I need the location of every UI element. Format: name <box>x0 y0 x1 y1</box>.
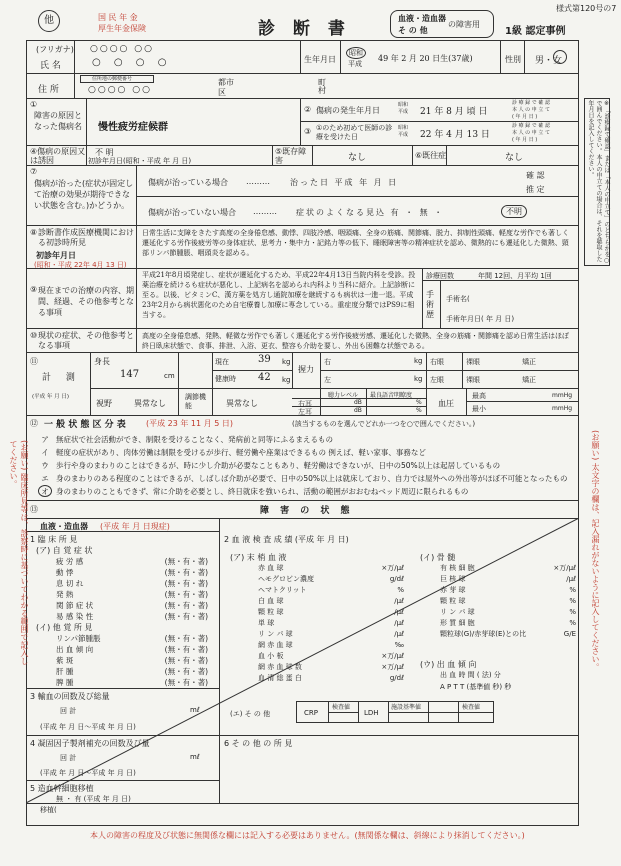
sec2-era: 昭和 平成 <box>398 102 409 115</box>
self-label: (ア) 自 覚 症 状 <box>36 546 93 555</box>
sec8-date-label: 初診年月日 <box>36 251 76 260</box>
blood-test-row-name: 顆 粒 球 <box>258 608 284 616</box>
corrected-l: 矯正 <box>522 376 536 384</box>
right-red-note: (お願い) 太文字の欄は、記入漏れがないように記入してください。 <box>591 430 600 671</box>
self-symptom-choice: (無・有・著) <box>164 601 208 610</box>
blood-test-row-unit: ×万/μℓ <box>381 663 404 671</box>
sec2-value: 21 年 8 月 頃 日 <box>420 107 488 117</box>
blood-test-row-name: 単 球 <box>258 619 275 627</box>
weight-now-value: 39 <box>258 354 271 365</box>
grip-right-unit: kg <box>414 357 423 365</box>
name-label: 氏 名 <box>40 61 61 71</box>
sec1-value: 慢性疲労症候群 <box>98 122 168 133</box>
grip-left-unit: kg <box>414 375 423 383</box>
sec2-note-c: ( 年 月 日 ) <box>512 114 538 120</box>
weight-now-unit: kg <box>282 358 291 366</box>
sec7-dots-a: ……… <box>246 177 270 186</box>
sec2-label: 傷病の発生年月日 <box>316 106 380 115</box>
sec5-value: なし <box>348 153 367 163</box>
blood-c-label: (ウ) 出 血 傾 向 <box>420 660 477 669</box>
other-tests-label: (エ) そ の 他 <box>230 710 271 718</box>
blood-test-row-name: 赤 血 球 <box>258 564 284 572</box>
sec8-label: 診断書作成医療機関における初診時所見 <box>38 228 134 247</box>
self-symptom-choice: (無・有・著) <box>164 612 208 621</box>
sec13-sub-date: (平成 年 月 日現症) <box>100 522 170 531</box>
sec3-note-c: ( 年 月 日 ) <box>512 137 538 143</box>
sec10-label: 現状の症状、その他参考となる事項 <box>38 331 134 350</box>
status-option <box>38 472 573 485</box>
aptt: A P T T (基準値 秒) 秒 <box>440 683 512 691</box>
self-symptom-name: 息 切 れ <box>56 579 84 588</box>
blood-test-row-name: 血 清 総 蛋 白 <box>258 674 302 682</box>
address-unit3: 町村 <box>318 78 326 95</box>
height-label: 身長 <box>94 357 110 366</box>
transplant-label: 5 造血幹細胞移植 <box>30 784 94 793</box>
self-symptom-name: 動 悸 <box>56 568 74 577</box>
marrow-test-row-name: 顆粒球(G)/赤芽球(E)との比 <box>440 630 527 638</box>
form-number: 様式第120号の7 <box>556 4 617 13</box>
sec7-case-a-value: 治った日 平成 年 月 日 <box>290 178 399 187</box>
marrow-test-row-unit: ×万/μℓ <box>553 564 576 572</box>
other-findings-label: 6 そ の 他 の 所 見 <box>224 739 293 748</box>
blood-label: 2 血 液 検 査 成 績 (平成 年 月 日) <box>224 535 349 544</box>
corrected-r: 矯正 <box>522 358 536 366</box>
sec2-note-a: 診 療 録 で 確 認 <box>512 100 550 106</box>
marrow-test-row-name: 形 質 細 胞 <box>440 619 475 627</box>
birth-value: 49 年 2 月 20 日生(37歳) <box>378 54 473 63</box>
vision-value: 異常なし <box>134 399 166 408</box>
fund-line2: 厚生年金保険 <box>98 24 146 33</box>
page-title: 診 断 書 <box>258 19 351 39</box>
hearing-level-label: 聴力レベル <box>328 392 359 399</box>
bp-max-unit: mmHg <box>552 392 573 399</box>
blood-test-row-name: 血 小 板 <box>258 652 284 660</box>
sec9-surgery-name: 手術名( <box>446 295 470 303</box>
birth-era-b: 平成 <box>348 60 362 68</box>
blood-test-row-unit: /μℓ <box>394 608 404 616</box>
sec3-no: ③ <box>304 127 312 136</box>
marrow-test-row-unit: % <box>569 597 576 605</box>
marrow-test-row-name: リ ン パ 球 <box>440 608 475 616</box>
left-ear: 左耳 <box>298 408 312 416</box>
sec3-value: 22 年 4 月 13 日 <box>420 130 490 140</box>
transfusion-times: 回 計 <box>60 707 77 715</box>
speech-label: 最良語音明瞭度 <box>370 392 413 399</box>
bp-max: 最高 <box>472 392 486 400</box>
status-option <box>38 485 573 498</box>
sec13-label: 障 害 の 状 態 <box>260 506 354 516</box>
sec6-value: なし <box>505 153 524 163</box>
address-value: ○○○○ ○○ <box>88 85 152 95</box>
sec12-label: 一 般 状 態 区 分 表 <box>44 420 126 430</box>
sec10-text: 高度の全身倦怠感、発熱、軽微な労作でも著しく遷延化する労作後疲労感、遷延化した微熱、全身の筋痛・関節痛を認め日常生活はほぼ終日臥床状態で、食事、排泄、入浴、更衣、整容も介助を要し、外出も困難な状態である。 <box>142 332 569 350</box>
sec12-options <box>38 433 573 498</box>
address-unit1: 都市 <box>218 78 234 87</box>
sec9-surgery-label: 手術歴 <box>426 290 434 319</box>
sex-label: 性別 <box>505 55 521 64</box>
sec1-no: ① <box>30 100 38 109</box>
marrow-test-row-name: 有 核 細 胞 <box>440 564 475 572</box>
grip-label: 握力 <box>298 365 314 374</box>
blood-test-row-unit: ×万/μℓ <box>381 564 404 572</box>
status-option-text: 軽度の症状があり、肉体労働は制限を受けるが歩行、軽労働や座業はできるもの 例えば、軽い家事、事務など <box>56 448 426 457</box>
sec9-visit-label: 診療回数 <box>426 272 454 280</box>
ldh-value-label: 検査値 <box>462 704 481 711</box>
ldh-ref-label: 施設基準値 <box>391 704 422 711</box>
status-option-key: イ <box>41 448 49 457</box>
left-red-note: (お願い) 臨床所見等は、診察時に基づいてわかる範囲で記入してください。 <box>9 440 29 665</box>
sec6-label <box>415 150 446 161</box>
blood-test-row-unit: /μℓ <box>394 619 404 627</box>
sex-selected-circle <box>553 50 567 64</box>
sec4-no: ④ <box>30 147 38 156</box>
sec7-case-a-label: 傷病が治っている場合 <box>148 178 228 187</box>
left-ear-db: dB <box>354 407 362 414</box>
eye-left: 左眼 <box>430 376 444 384</box>
right-ear-db: dB <box>354 399 362 406</box>
sec7-case-a-note1: 確 認 <box>526 171 545 180</box>
naked-r: 裸眼 <box>466 358 480 366</box>
sec5-label <box>275 147 311 165</box>
blood-test-row-name: ヘマトクリット <box>258 586 307 594</box>
objective-finding-choice: (無・有・著) <box>164 678 208 687</box>
sec8-no: ⑧ <box>30 228 38 237</box>
sec7-case-b-selected: 不明 <box>501 205 527 218</box>
fund-line1: 国 民 年 金 <box>98 13 138 22</box>
right-top-note: ※「診療録で確認」または「本人の申立て」のどちらかを○で囲んでください。本人の申立ての場合は、それを聴取した年月日を記入してください。 <box>587 100 610 264</box>
blood-a-label: (ア) 末 梢 血 液 <box>230 553 287 562</box>
weight-healthy-unit: kg <box>282 376 291 384</box>
self-symptom-name: 疲 労 感 <box>56 557 84 566</box>
sec4-initial-date: 初診年月日(昭和・平成 年 月 日) <box>88 157 192 165</box>
grip-right: 右 <box>324 358 331 366</box>
self-symptom-choice: (無・有・著) <box>164 590 208 599</box>
objective-finding-name: 肝 腫 <box>56 667 74 676</box>
sec6-no: ⑥ <box>415 151 423 160</box>
sec11-date: (平成 年 月 日) <box>32 394 70 400</box>
marrow-test-row-unit: % <box>569 619 576 627</box>
sec9-no: ⑨ <box>30 285 38 294</box>
sec3-era: 昭和 平成 <box>398 125 409 138</box>
naked-l: 裸眼 <box>466 376 480 384</box>
marrow-test-row-unit: G/E <box>563 630 576 638</box>
clinical-label: 1 臨 床 所 見 <box>30 535 78 544</box>
sec5-no: ⑤ <box>275 147 283 156</box>
sec13-no: ⑬ <box>30 505 38 514</box>
status-option <box>38 433 573 446</box>
status-option-text: 無症状で社会活動ができ、制限を受けることなく、発病前と同等にふるまえるもの <box>56 435 334 444</box>
self-symptom-choice: (無・有・著) <box>164 557 208 566</box>
self-symptom-choice: (無・有・著) <box>164 579 208 588</box>
furigana-value: ○○○○ ○○ <box>90 44 154 54</box>
sec12-date: (平成 23 年 11 月 5 日) <box>146 419 233 428</box>
sec1-label: 障害の原因となった傷病名 <box>34 111 82 131</box>
address-sub-label: 住所地の郵便番号 <box>92 76 133 82</box>
objective-finding-choice: (無・有・著) <box>164 634 208 643</box>
self-symptom-name: 発 熱 <box>56 590 74 599</box>
sec12-instruction: (該当するものを選んでどれか一つを○で囲んでください。) <box>292 420 476 428</box>
marrow-test-row-name: 巨 核 球 <box>440 575 466 583</box>
crp-value-label: 検査値 <box>332 704 351 711</box>
blood-test-row-name: ヘモグロビン濃度 <box>258 575 314 583</box>
status-option-key: ア <box>41 435 49 444</box>
birth-label: 生年月日 <box>304 55 336 64</box>
sec5-label-text: 既存障害 <box>275 147 307 165</box>
bp-label: 血圧 <box>438 399 454 408</box>
address-label: 住 所 <box>38 85 59 95</box>
right-ear-pct: % <box>416 399 422 406</box>
blood-test-row-name: 網 赤 血 球 数 <box>258 663 302 671</box>
eye-right: 右眼 <box>430 358 444 366</box>
sec7-label: 傷病が治った(症状が固定して治療の効果が期待できない状態を含む。)かどうか。 <box>34 179 134 210</box>
blood-test-row-name: 白 血 球 <box>258 597 284 605</box>
vision-label: 視野 <box>96 399 112 408</box>
sec3-note-b: 本 人 の 申 立 て <box>512 130 550 136</box>
grip-left: 左 <box>324 376 331 384</box>
sec7-case-b-label: 傷病が治っていない場合 <box>148 208 236 217</box>
sec2-no: ② <box>304 105 312 114</box>
blood-test-row-unit: % <box>397 586 404 594</box>
bleeding-time: 出 血 時 間 ( 法) 分 <box>440 671 501 679</box>
blood-test-row-unit: g/dℓ <box>389 674 404 682</box>
marrow-test-row-unit: % <box>569 586 576 594</box>
status-option-key: エ <box>41 474 49 483</box>
crp-label: CRP <box>304 709 318 717</box>
sec7-case-b-value: 症状のよくなる見込 有 ・ 無 ・ <box>296 208 445 217</box>
sec13-sub-label: 血液・造血器 <box>40 522 88 531</box>
footer-note: 本人の障害の程度及び状態に無関係な欄には記入する必要はありません。(無関係な欄は、斜線により抹消してください。) <box>90 831 525 840</box>
address-unit2: 区 <box>218 88 226 97</box>
sec2-note-b: 本 人 の 申 立 て <box>512 107 550 113</box>
blood-test-row-name: 網 赤 血 球 <box>258 641 293 649</box>
objective-finding-name: 出 血 傾 向 <box>56 645 94 654</box>
blood-test-row-unit: /μℓ <box>394 597 404 605</box>
ta-mark: 他 <box>38 10 60 32</box>
blood-prod-label: 4 凝固因子製剤補充の回数及び量 <box>30 739 150 748</box>
blood-test-row-unit: g/dℓ <box>389 575 404 583</box>
transplant-value: 無 ・ 有 (平成 年 月 日) <box>56 795 131 803</box>
blood-test-row-unit: ×万/μℓ <box>381 652 404 660</box>
transplant-note: 移植( <box>40 806 57 814</box>
marrow-test-row-unit: % <box>569 608 576 616</box>
form-type-line1: 血液・造血器 <box>398 14 446 23</box>
status-option <box>38 459 573 472</box>
form-type-suffix: の障害用 <box>448 20 480 29</box>
right-ear: 右耳 <box>298 400 312 408</box>
sec7-dots-b: ……… <box>253 207 277 216</box>
sex-value: 男・女 <box>535 56 563 66</box>
sec10-no: ⑩ <box>30 331 38 340</box>
blood-test-row-name: リ ン パ 球 <box>258 630 293 638</box>
status-option-key: ウ <box>41 461 49 470</box>
blood-prod-date: (平成 年 月 日〜平成 年 月 日) <box>40 769 136 777</box>
other-label: (イ) 他 覚 所 見 <box>36 623 93 632</box>
status-option <box>38 446 573 459</box>
left-ear-pct: % <box>416 407 422 414</box>
bp-min: 最小 <box>472 405 486 413</box>
objective-finding-name: 脾 腫 <box>56 678 74 687</box>
height-value: 147 <box>120 369 140 380</box>
adjust-label: 調節機能 <box>185 393 206 410</box>
sec9-visit-value: 年間 12回、月平均 1回 <box>478 272 552 280</box>
ldh-label: LDH <box>364 709 379 717</box>
sec4-label <box>30 147 86 165</box>
blood-prod-unit: mℓ <box>190 753 200 761</box>
bp-min-unit: mmHg <box>552 405 573 412</box>
marrow-test-row-name: 赤 芽 球 <box>440 586 466 594</box>
status-option-text: 身のまわりのある程度のことはできるが、しばしば介助が必要で、日中の50%以上は就床しており、自力では屋外への外出等がほぼ不可能となったもの <box>56 474 568 483</box>
self-symptom-name: 関 節 症 状 <box>56 601 94 610</box>
furigana-label: (フリガナ) <box>36 45 74 54</box>
objective-finding-name: 紫 斑 <box>56 656 74 665</box>
sec7-case-a-note2: 推 定 <box>526 185 545 194</box>
sec11-no: ⑪ <box>30 357 38 366</box>
weight-healthy-value: 42 <box>258 372 271 383</box>
status-option-key: オ <box>38 485 52 497</box>
transfusion-unit: mℓ <box>190 706 200 714</box>
transfusion-date: (平成 年 月 日〜平成 年 月 日) <box>40 723 136 731</box>
objective-finding-choice: (無・有・著) <box>164 667 208 676</box>
sec8-date-value: (昭和・平成 22年 4月 13 日) <box>34 261 127 269</box>
blood-test-row-unit: /μℓ <box>394 630 404 638</box>
sec3-label: ①のため初めて医師の診療を受けた日 <box>316 124 393 141</box>
weight-now-label: 現在 <box>215 358 229 366</box>
marrow-test-row-unit: /μℓ <box>566 575 576 583</box>
birth-era-a: 昭和 <box>346 47 366 59</box>
blood-test-row-unit: ‰ <box>394 641 404 649</box>
objective-finding-choice: (無・有・著) <box>164 645 208 654</box>
form-type-line2: そ の 他 <box>398 26 428 35</box>
sec8-text: 日常生活に支障をきたす高度の全身倦怠感、動悸、四肢冷感、咽頭痛、全身の筋痛、関節痛、脱力、抑制性頭痛、軽度な労作でも著しく遷延化する労作後疲労等の身体症状、思考力・集中力・記銘力等の低下、睡眠障害等の精神症状を認め、微熱的にも遷延化した微熱、頸部リンパ節腫脹、咽頭炎を認める。 <box>142 229 569 257</box>
transfusion-label: 3 輸血の回数及び総量 <box>30 692 110 701</box>
status-option-text: 歩行や身のまわりのことはできるが、時に少し介助が必要なこともあり、軽労働はできないが、日中の50%以上は起居しているもの <box>56 461 501 470</box>
status-option-text: 身のまわりのこともできず、常に介助を必要とし、終日就床を強いられ、活動の範囲がおおむねベッド周辺に限られるもの <box>56 487 469 496</box>
sec7-no: ⑦ <box>30 167 38 176</box>
sec9-text: 平成21年8月頃発症し、症状が遷延化するため、平成22年4月13日当院内科を受診。投薬治療を続けるも症状が悪化し、上記病名を認められ内科より当科に紹介。上記診断に至る。以後、ビタミンC、漢方薬を処方し通院加療を継続するも病状は一進一退。平成23年2月から病状悪化のため自宅療養し加療に専念している。重症度分類ではPS9に相当する。 <box>142 271 416 319</box>
sec6-label-text: 既往症 <box>422 151 447 160</box>
sec3-note-a: 診 療 録 で 確 認 <box>512 123 550 129</box>
sec9-label: 現在までの治療の内容、期間、経過、その他参考となる事項 <box>38 286 134 317</box>
self-symptom-name: 易 感 染 性 <box>56 612 94 621</box>
strike-diagonal <box>26 518 579 803</box>
weight-healthy-label: 健康時 <box>215 375 236 383</box>
adjust-value: 異常なし <box>226 399 258 408</box>
objective-finding-name: リンパ節腫脹 <box>56 634 101 643</box>
sec4-value: 不 明 <box>95 148 114 157</box>
self-symptom-choice: (無・有・著) <box>164 568 208 577</box>
sec12-no: ⑫ <box>30 419 38 428</box>
blood-b-label: (イ) 骨 髄 <box>420 553 456 562</box>
sec11-label: 計 測 <box>42 373 81 383</box>
name-value: ○ ○ ○ ○ <box>92 57 172 68</box>
sec4-label-text: 傷病の原因又は誘因 <box>30 147 86 165</box>
objective-finding-choice: (無・有・著) <box>164 656 208 665</box>
marrow-test-row-name: 顆 粒 球 <box>440 597 466 605</box>
height-unit: cm <box>164 372 175 380</box>
blood-prod-times: 回 計 <box>60 754 77 762</box>
example-label: 1級 認定事例 <box>505 26 566 37</box>
sec9-surgery-year: 手術年月日( 年 月 日) <box>446 315 515 323</box>
